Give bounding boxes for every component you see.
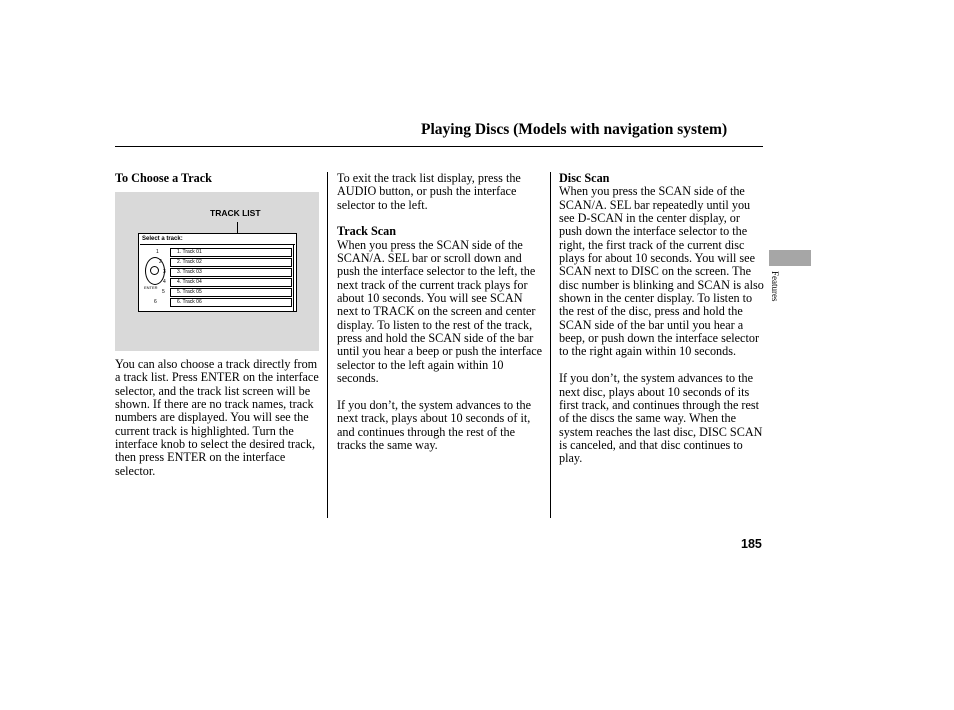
body-paragraph: You can also choose a track directly from a track list. Press ENTER on the interface selector, and the track list screen will be shown. If there are no track names, track numbers are displayed. You will see the current track is highlighted. Turn the interface knob to select the desired track, then press ENTER on the interface selector. — [115, 357, 319, 478]
column-divider — [550, 172, 551, 518]
page-number: 185 — [741, 537, 762, 551]
knob-number: 5 — [162, 289, 165, 295]
column-choose-track — [115, 172, 320, 185]
screen-scrollbar — [293, 245, 296, 311]
track-row — [170, 258, 292, 267]
section-side-label: Features — [770, 271, 780, 302]
column-choose-track-body — [115, 358, 320, 478]
knob-number: 2 — [159, 259, 162, 265]
knob-number: 6 — [154, 299, 157, 305]
screen-title: Select a track: — [142, 236, 183, 242]
figure-label: TRACK LIST — [210, 208, 261, 218]
body-paragraph: To exit the track list display, press the AUDIO button, or push the interface selector to the left. — [337, 171, 521, 212]
knob-number: 1 — [156, 249, 159, 255]
track-row — [170, 248, 292, 257]
enter-label: ENTER — [144, 285, 158, 290]
column-disc-scan — [559, 172, 765, 466]
screen-divider — [140, 244, 295, 245]
column-track-scan — [337, 172, 543, 452]
track-list-screen — [138, 233, 297, 312]
track-row-label: 4. Track 04 — [177, 279, 202, 285]
track-row — [170, 288, 292, 297]
track-row-label: 5. Track 05 — [177, 289, 202, 295]
track-row-label: 1. Track 01 — [177, 249, 202, 255]
section-heading: To Choose a Track — [115, 171, 212, 185]
track-row — [170, 298, 292, 307]
body-paragraph: If you don’t, the system advances to the next track, plays about 10 seconds of it, and continues through the rest of the tracks the same way. — [337, 397, 532, 452]
column-divider — [327, 172, 328, 518]
track-row-label: 6. Track 06 — [177, 299, 202, 305]
body-paragraph: When you press the SCAN side of the SCAN/A. SEL bar or scroll down and push the interface selector to the left, the next track of the current track plays for about 10 seconds. You will see SCAN next to TRACK on the screen and center display. To listen to the rest of the track, press and hold the SCAN side of the bar until you hear a beep or push the interface selector to the left again within 10 seconds. — [337, 237, 543, 386]
track-row — [170, 278, 292, 287]
track-row-label: 2. Track 02 — [177, 259, 202, 265]
section-tab — [769, 250, 811, 266]
knob-number: 3 — [163, 269, 166, 275]
section-heading: Track Scan — [337, 224, 397, 239]
body-paragraph: If you don’t, the system advances to the next disc, plays about 10 seconds of its first track, and continues through the rest of the discs the same way. When the system reaches the last disc, DISC SCAN is canceled, and that disc continues to play. — [559, 371, 763, 466]
title-rule — [115, 146, 763, 147]
track-row — [170, 268, 292, 277]
track-row-label: 3. Track 03 — [177, 269, 202, 275]
section-heading: Disc Scan — [559, 171, 610, 185]
body-paragraph: When you press the SCAN side of the SCAN/A. SEL bar repeatedly until you see D-SCAN in the center display, or push down the interface selector to the right, the first track of the current disc plays for about 10 seconds. You will see SCAN next to DISC on the screen. The disc number is blinking and SCAN is also shown in the center display. To listen to the rest of the disc, press and hold the SCAN side of the bar until you hear a beep, or push down the interface selector to the right again within 10 seconds. — [559, 184, 764, 359]
track-list-figure — [115, 192, 319, 351]
knob-number: 4 — [163, 279, 166, 285]
page-title: Playing Discs (Models with navigation system) — [421, 121, 728, 138]
enter-button-icon — [150, 266, 159, 275]
